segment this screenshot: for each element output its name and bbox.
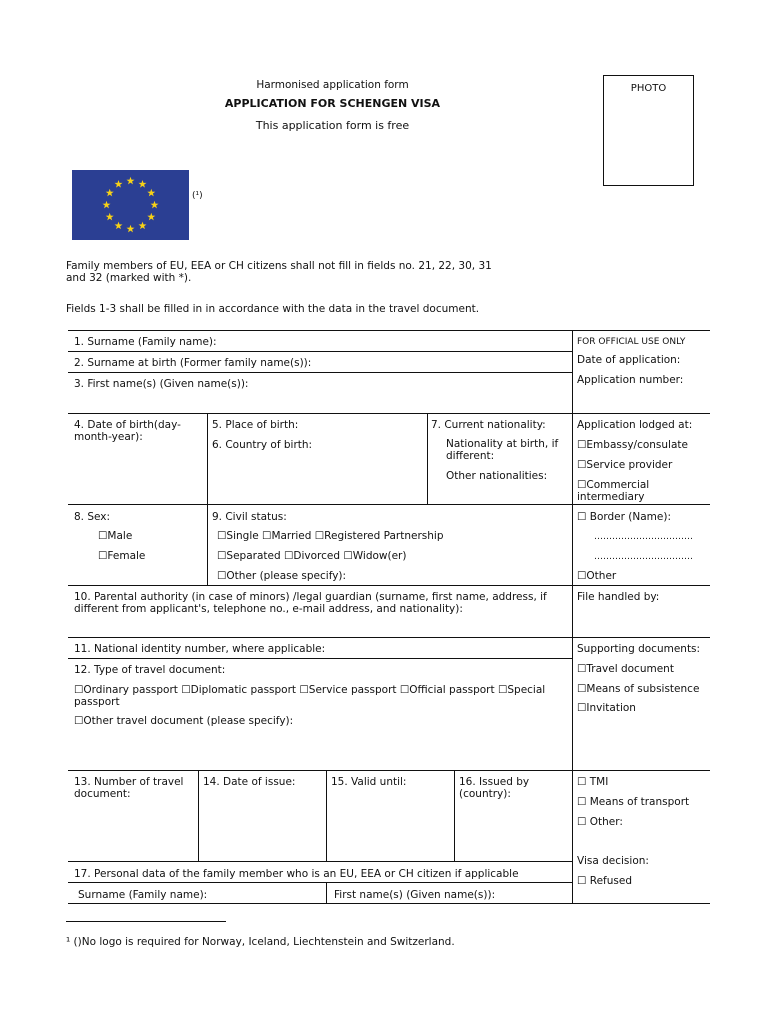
support-travel-doc-checkbox[interactable]: ☐Travel document xyxy=(577,663,674,675)
border-dots-1: …………………………… xyxy=(594,532,693,542)
field-17-family-member: 17. Personal data of the family member who is an EU, EEA or CH citizen if applicable xyxy=(74,868,519,880)
eu-stars xyxy=(72,170,189,240)
field-11-national-id[interactable]: 11. National identity number, where applicable: xyxy=(74,643,326,655)
photo-label: PHOTO xyxy=(630,83,667,94)
star-icon xyxy=(127,177,135,185)
civil-status-options-1[interactable]: ☐Single ☐Married ☐Registered Partnership xyxy=(217,530,444,542)
border-dots-2: …………………………… xyxy=(594,552,693,562)
family-member-first-names[interactable]: First name(s) (Given name(s)): xyxy=(334,889,496,901)
travel-doc-type-options[interactable]: ☐Ordinary passport ☐Diplomatic passport ☐Service passport ☐Official passport ☐Special passport xyxy=(74,684,546,708)
flag-footnote-ref: (¹) xyxy=(192,191,203,201)
star-icon xyxy=(127,225,135,233)
field-10-parental-authority[interactable]: 10. Parental authority (in case of minors) /legal guardian (surname, first name, address, if different from applicant's, telephone no., e-mail address, and nationality): xyxy=(74,591,547,615)
footnote-divider xyxy=(66,921,226,922)
star-icon xyxy=(115,180,123,188)
star-icon xyxy=(139,222,147,230)
other-travel-doc[interactable]: ☐Other travel document (please specify): xyxy=(74,715,294,727)
application-number: Application number: xyxy=(577,374,684,386)
field-6-country-of-birth[interactable]: 6. Country of birth: xyxy=(212,439,313,451)
visa-decision: Visa decision: xyxy=(577,855,649,867)
form-title: APPLICATION FOR SCHENGEN VISA xyxy=(224,97,441,110)
support-subsistence-checkbox[interactable]: ☐Means of subsistence xyxy=(577,683,700,695)
field-13-travel-doc-number[interactable]: 13. Number of travel document: xyxy=(74,776,184,800)
supporting-documents: Supporting documents: xyxy=(577,643,701,655)
support-other-checkbox[interactable]: ☐ Other: xyxy=(577,816,623,828)
support-tmi-checkbox[interactable]: ☐ TMI xyxy=(577,776,609,788)
footnote: ¹ ()No logo is required for Norway, Iceland, Liechtenstein and Switzerland. xyxy=(66,936,455,948)
field-7-current-nationality[interactable]: 7. Current nationality: xyxy=(431,419,546,431)
star-icon xyxy=(139,180,147,188)
support-invitation-checkbox[interactable]: ☐Invitation xyxy=(577,702,636,714)
family-members-note: Family members of EU, EEA or CH citizens shall not fill in fields no. 21, 22, 30, 31 and 32 (marked with *). xyxy=(66,260,492,284)
sex-male-checkbox[interactable]: ☐Male xyxy=(98,530,133,542)
field-4-date-of-birth[interactable]: 4. Date of birth(day-month-year): xyxy=(74,419,181,443)
star-icon xyxy=(147,213,155,221)
field-8-sex: 8. Sex: xyxy=(74,511,111,523)
date-of-application: Date of application: xyxy=(577,354,681,366)
lodged-embassy-checkbox[interactable]: ☐Embassy/consulate xyxy=(577,439,688,451)
star-icon xyxy=(151,201,159,209)
field-12-travel-doc-type: 12. Type of travel document: xyxy=(74,664,226,676)
field-3-first-names[interactable]: 3. First name(s) (Given name(s)): xyxy=(74,378,249,390)
star-icon xyxy=(106,189,114,197)
civil-status-options-2[interactable]: ☐Separated ☐Divorced ☐Widow(er) xyxy=(217,550,407,562)
nationality-at-birth[interactable]: Nationality at birth, if different: xyxy=(446,438,559,462)
field-15-valid-until[interactable]: 15. Valid until: xyxy=(331,776,407,788)
field-2-surname-at-birth[interactable]: 2. Surname at birth (Former family name(s)): xyxy=(74,357,312,369)
eu-flag-icon xyxy=(72,170,189,240)
field-1-surname[interactable]: 1. Surname (Family name): xyxy=(74,336,217,348)
support-transport-checkbox[interactable]: ☐ Means of transport xyxy=(577,796,690,808)
lodged-service-provider-checkbox[interactable]: ☐Service provider xyxy=(577,459,673,471)
star-icon xyxy=(103,201,111,209)
lodged-other-checkbox[interactable]: ☐Other xyxy=(577,570,617,582)
official-use-title: FOR OFFICIAL USE ONLY xyxy=(577,337,686,347)
visa-refused-checkbox[interactable]: ☐ Refused xyxy=(577,875,632,887)
file-handled-by: File handled by: xyxy=(577,591,660,603)
application-lodged-at: Application lodged at: xyxy=(577,419,693,431)
family-member-surname[interactable]: Surname (Family name): xyxy=(78,889,208,901)
lodged-commercial-checkbox[interactable]: ☐Commercial intermediary xyxy=(577,479,650,503)
field-14-date-of-issue[interactable]: 14. Date of issue: xyxy=(203,776,296,788)
lodged-border-checkbox[interactable]: ☐ Border (Name): xyxy=(577,511,671,523)
other-nationalities[interactable]: Other nationalities: xyxy=(446,470,548,482)
sex-female-checkbox[interactable]: ☐Female xyxy=(98,550,146,562)
civil-status-other[interactable]: ☐Other (please specify): xyxy=(217,570,347,582)
fields-note: Fields 1-3 shall be filled in in accordance with the data in the travel document. xyxy=(66,303,480,315)
star-icon xyxy=(115,222,123,230)
star-icon xyxy=(106,213,114,221)
form-free-note: This application form is free xyxy=(255,119,410,132)
field-16-issued-by[interactable]: 16. Issued by (country): xyxy=(459,776,530,800)
photo-box[interactable] xyxy=(603,75,694,186)
star-icon xyxy=(147,189,155,197)
field-9-civil-status: 9. Civil status: xyxy=(212,511,287,523)
form-subtitle: Harmonised application form xyxy=(256,79,409,91)
field-5-place-of-birth[interactable]: 5. Place of birth: xyxy=(212,419,299,431)
